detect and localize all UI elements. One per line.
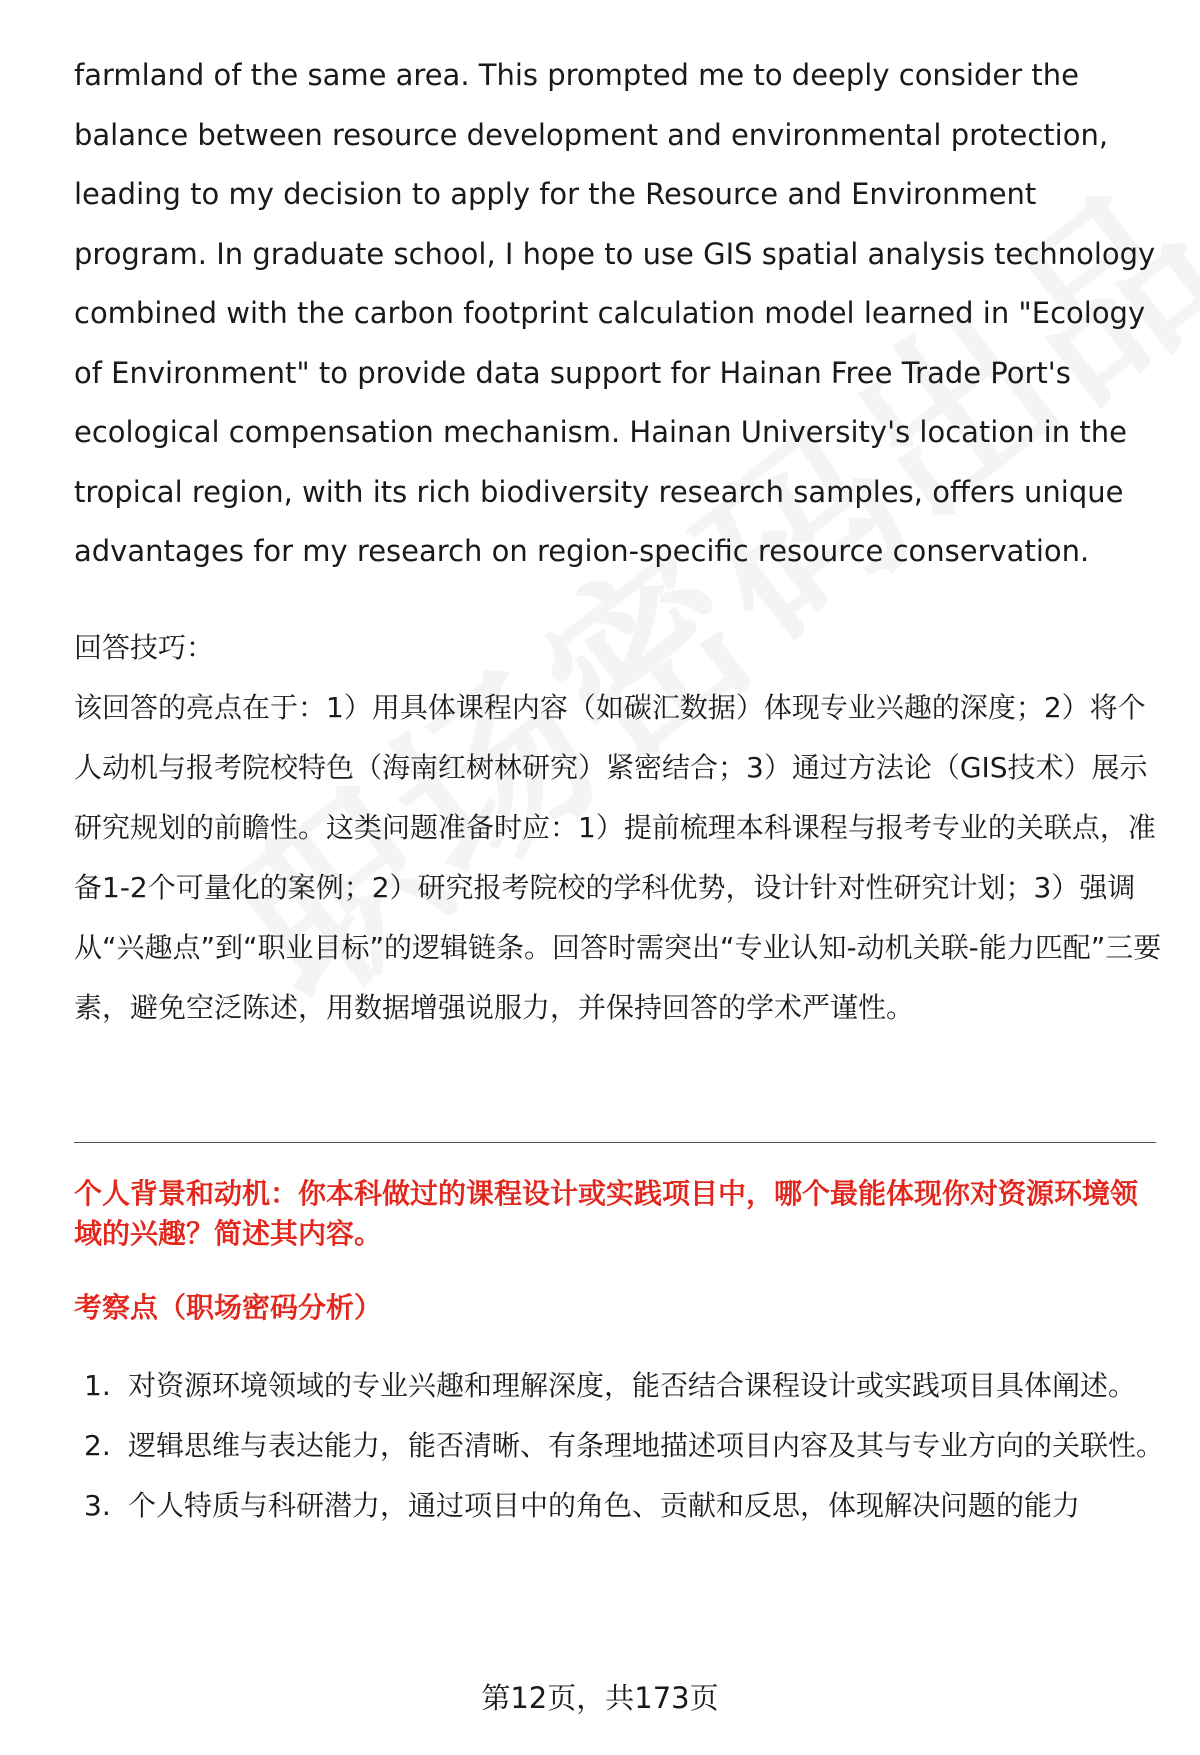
list-item — [74, 1356, 1164, 1416]
tips-body: 该回答的亮点在于：1）用具体课程内容（如碳汇数据）体现专业兴趣的深度；2）将个人动机与报考院校特色（海南红树林研究）紧密结合；3）通过方法论（GIS技术）展示研究规划的前瞻性。这类问题准备时应：1）提前梳理本科课程与报考专业的关联点，准备1-2个可量化的案例；2）研究报考院校的学科优势，设计针对性研究计划；3）强调从“兴趣点”到“职业目标”的逻辑链条。回答时需突出“专业认知-动机关联-能力匹配”三要素，避免空泛陈述，用数据增强说服力，并保持回答的学术严谨性。 — [74, 691, 1162, 1024]
list-item-text: 个人特质与科研潜力，通过项目中的角色、贡献和反思，体现解决问题的能力 — [128, 1489, 1081, 1522]
list-item — [74, 1416, 1164, 1476]
section-divider — [74, 1142, 1156, 1143]
list-item-number: 1. — [84, 1369, 111, 1402]
list-item-text: 逻辑思维与表达能力，能否清晰、有条理地描述项目内容及其与专业方向的关联性。 — [128, 1429, 1165, 1462]
list-item-number: 2. — [84, 1429, 111, 1462]
question-heading: 个人背景和动机：你本科做过的课程设计或实践项目中，哪个最能体现你对资源环境领域的兴趣？简述其内容。 — [74, 1177, 1139, 1250]
list-item-text: 对资源环境领域的专业兴趣和理解深度，能否结合课程设计或实践项目具体阐述。 — [128, 1369, 1137, 1402]
analysis-points-list — [74, 1356, 1164, 1536]
tips-label: 回答技巧： — [74, 631, 215, 664]
english-paragraph: farmland of the same area. This prompted me to deeply consider the balance between resource development and environmental protection, leading to my decision to apply for the Resource and Environment program. In graduate school, I hope to use GIS spatial analysis technology combined with the carbon footprint calculation model learned in "Ecology of Environment" to provide data support for Hainan Free Trade Port's ecological compensation mechanism. Hainan University's location in the tropical region, with its rich biodiversity research samples, offers unique advantages for my research on region-specific resource conservation. — [74, 58, 1156, 568]
list-item — [74, 1476, 1164, 1536]
analysis-heading: 考察点（职场密码分析） — [74, 1291, 383, 1324]
list-item-number: 3. — [84, 1489, 111, 1522]
page-footer: 第12页，共173页 — [481, 1681, 719, 1715]
